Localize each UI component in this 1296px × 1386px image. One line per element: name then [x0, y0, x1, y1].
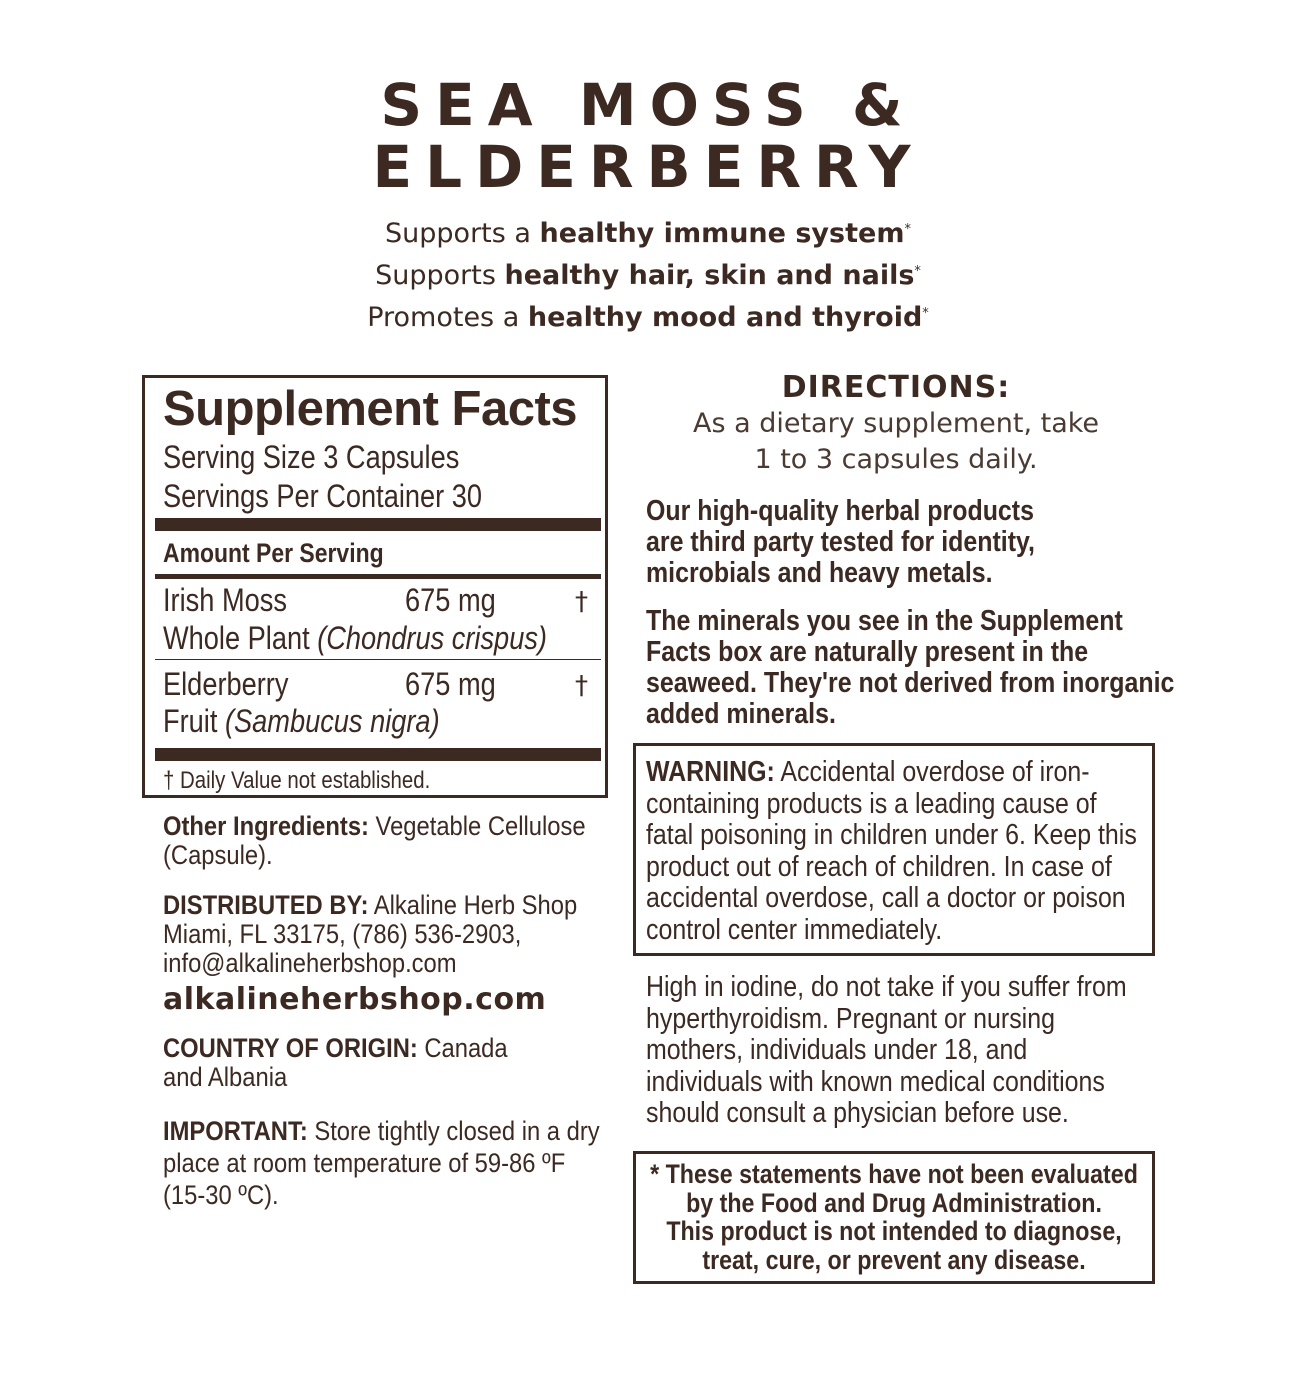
daily-value-footnote: † Daily Value not established. — [163, 767, 431, 794]
ingredient-latin: (Sambucus nigra) — [224, 703, 440, 739]
fda-line: by the Food and Drug Administration. — [686, 1187, 1102, 1218]
servings-per-container: Servings Per Container 30 — [163, 478, 483, 514]
ingredient-part: Whole Plant — [163, 620, 318, 656]
iodine-statement — [646, 972, 1226, 1130]
minerals-text: The minerals you see in the Supplement Facts box are naturally present in the seaweed. They're not derived from inorganic added minerals. — [646, 605, 1175, 730]
directions-title: DIRECTIONS: — [781, 370, 1011, 405]
ingredient-name: Elderberry — [163, 666, 289, 702]
tagline-asterisk: * — [914, 264, 921, 279]
important-text: Store tightly closed in a dry place at room temperature of 59-86 ºF (15-30 ºC). — [163, 1116, 600, 1210]
directions-line: 1 to 3 capsules daily. — [754, 444, 1038, 475]
supplement-facts-title: Supplement Facts — [163, 382, 578, 436]
ingredient-source — [163, 619, 547, 657]
country-of-origin-text: Canada and Albania — [163, 1033, 508, 1092]
tagline-bold: healthy mood and thyroid — [527, 302, 923, 333]
tagline-hair — [0, 256, 1296, 296]
quality-text: Our high-quality herbal products are third party tested for identity, microbials and heavy metals. — [646, 495, 1035, 589]
ingredient-latin: (Chondrus crispus) — [317, 620, 547, 656]
iodine-text: High in iodine, do not take if you suffer from hyperthyroidism. Pregnant or nursing mothers, individuals under 18, and individuals with known medical conditions should consult a physician before use. — [646, 971, 1127, 1129]
quality-statement — [646, 496, 1186, 589]
important-storage — [163, 1115, 603, 1211]
serving-size: Serving Size 3 Capsules — [163, 439, 460, 475]
tagline-immune — [0, 214, 1296, 254]
fda-line: * These statements have not been evaluated — [650, 1159, 1138, 1189]
divider-medium — [155, 574, 601, 579]
divider-thin — [155, 659, 601, 660]
warning-text: Accidental overdose of iron-containing products is a leading cause of fatal poisoning in children under 6. Keep this product out of reach of children. In case of accidental overdose, call a doctor or poison control center immediately. — [646, 756, 1137, 946]
product-title-line2: ELDERBERRY — [372, 133, 924, 201]
dagger-mark: † — [575, 671, 588, 701]
tagline-mood — [0, 298, 1296, 338]
country-of-origin-label: COUNTRY OF ORIGIN: — [163, 1033, 418, 1063]
distributor-name: Alkaline Herb Shop — [368, 890, 578, 920]
ingredient-part: Fruit — [163, 703, 225, 739]
ingredient-amount: 675 mg — [405, 582, 496, 618]
other-ingredients-label: Other Ingredients: — [163, 811, 369, 841]
divider-thick — [155, 748, 601, 761]
product-title-line1: SEA MOSS & — [380, 71, 916, 139]
tagline-text: Supports — [375, 260, 505, 291]
website-url: alkalineherbshop.com — [163, 982, 547, 1017]
supplement-facts-panel — [142, 375, 608, 798]
tagline-bold: healthy hair, skin and nails — [504, 260, 915, 291]
distributor-address: Miami, FL 33175, (786) 536-2903, — [163, 919, 522, 949]
other-ingredients — [163, 812, 603, 870]
distributed-by-label: DISTRIBUTED BY: — [163, 890, 369, 920]
tagline-bold: healthy immune system — [539, 218, 905, 249]
warning-statement — [646, 757, 1226, 946]
directions-text — [640, 406, 1152, 478]
tagline-text: Promotes a — [367, 302, 528, 333]
distributor — [163, 891, 603, 978]
ingredient-name: Irish Moss — [163, 582, 287, 618]
tagline-asterisk: * — [904, 222, 911, 237]
warning-label: WARNING: — [646, 756, 775, 788]
ingredient-source — [163, 702, 440, 740]
other-ingredients-text: Vegetable Cellulose (Capsule). — [163, 811, 586, 870]
ingredient-amount: 675 mg — [405, 666, 496, 702]
country-of-origin — [163, 1034, 603, 1092]
tagline-asterisk: * — [922, 306, 929, 321]
important-label: IMPORTANT: — [163, 1116, 308, 1146]
divider-thick — [155, 518, 601, 531]
fda-disclaimer-box — [633, 1151, 1155, 1284]
fda-line: This product is not intended to diagnose, — [666, 1216, 1122, 1246]
directions-line: As a dietary supplement, take — [692, 408, 1100, 439]
minerals-statement — [646, 606, 1186, 730]
dagger-mark: † — [575, 587, 588, 617]
tagline-text: Supports a — [385, 218, 540, 249]
fda-line: treat, cure, or prevent any disease. — [702, 1244, 1086, 1275]
distributor-email: info@alkalineherbshop.com — [163, 948, 457, 978]
amount-per-serving: Amount Per Serving — [163, 538, 384, 568]
